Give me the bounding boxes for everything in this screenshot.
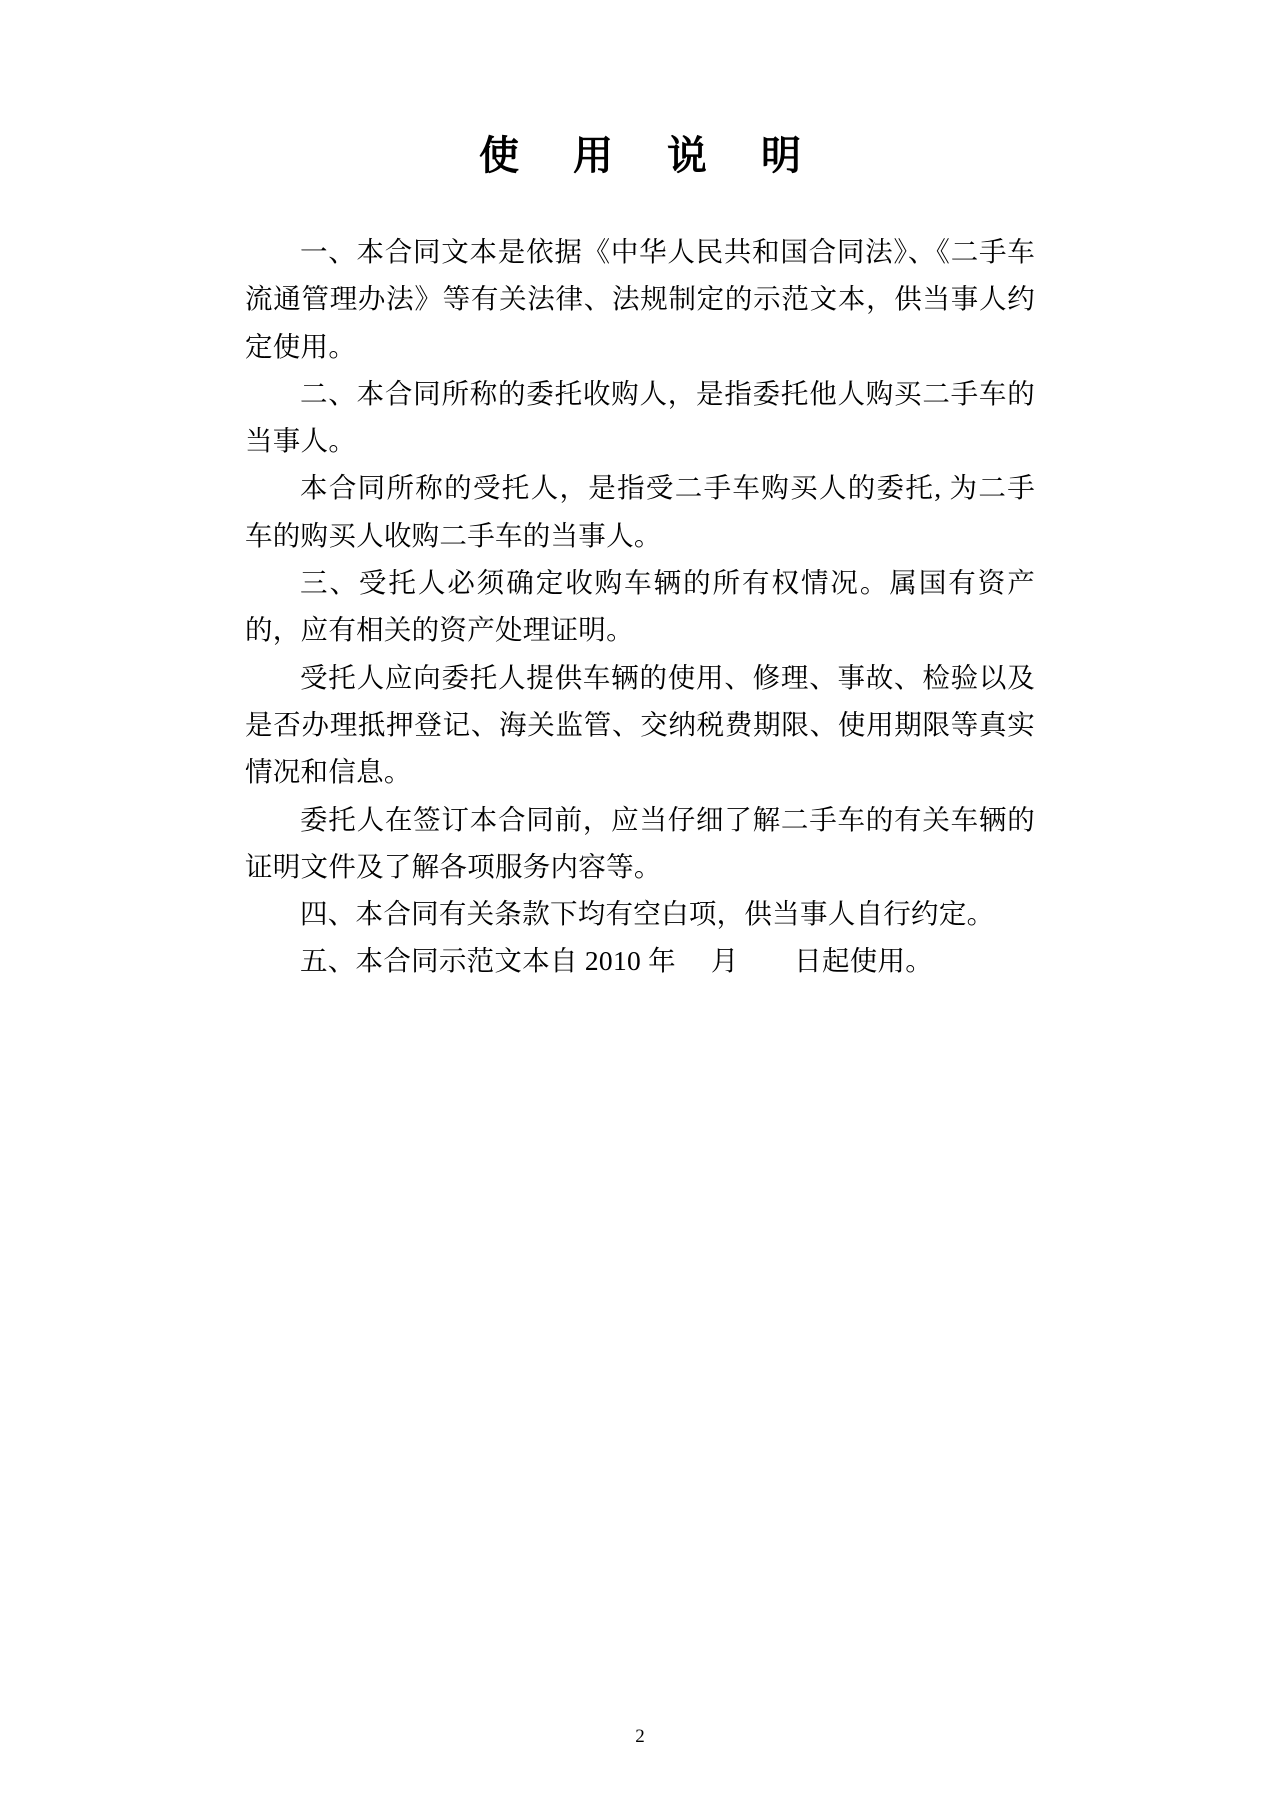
paragraph-3: 本合同所称的受托人，是指受二手车购买人的委托, 为二手车的购买人收购二手车的当事人。 <box>245 472 1035 551</box>
paragraph-6: 委托人在签订本合同前，应当仔细了解二手车的有关车辆的证明文件及了解各项服务内容等。 <box>245 803 1035 882</box>
page-title: 使 用 说 明 <box>479 133 823 178</box>
paragraph-4: 三、受托人必须确定收购车辆的所有权情况。属国有资产的，应有相关的资产处理证明。 <box>245 567 1035 646</box>
page-number: 2 <box>635 1726 645 1747</box>
paragraph-5: 受托人应向委托人提供车辆的使用、修理、事故、检验以及是否办理抵押登记、海关监管、交纳税费期限、使用期限等真实情况和信息。 <box>245 661 1035 788</box>
paragraph-8: 五、本合同示范文本自 2010 年 月 日起使用。 <box>300 945 934 977</box>
paragraph-7: 四、本合同有关条款下均有空白项，供当事人自行约定。 <box>300 898 995 930</box>
paragraph-1: 一、本合同文本是依据《中华人民共和国合同法》、《二手车流通管理办法》等有关法律、法规制定的示范文本，供当事人约定使用。 <box>245 236 1035 362</box>
document-body <box>245 184 1035 985</box>
paragraph-2: 二、本合同所称的委托收购人，是指委托他人购买二手车的当事人。 <box>245 377 1035 457</box>
